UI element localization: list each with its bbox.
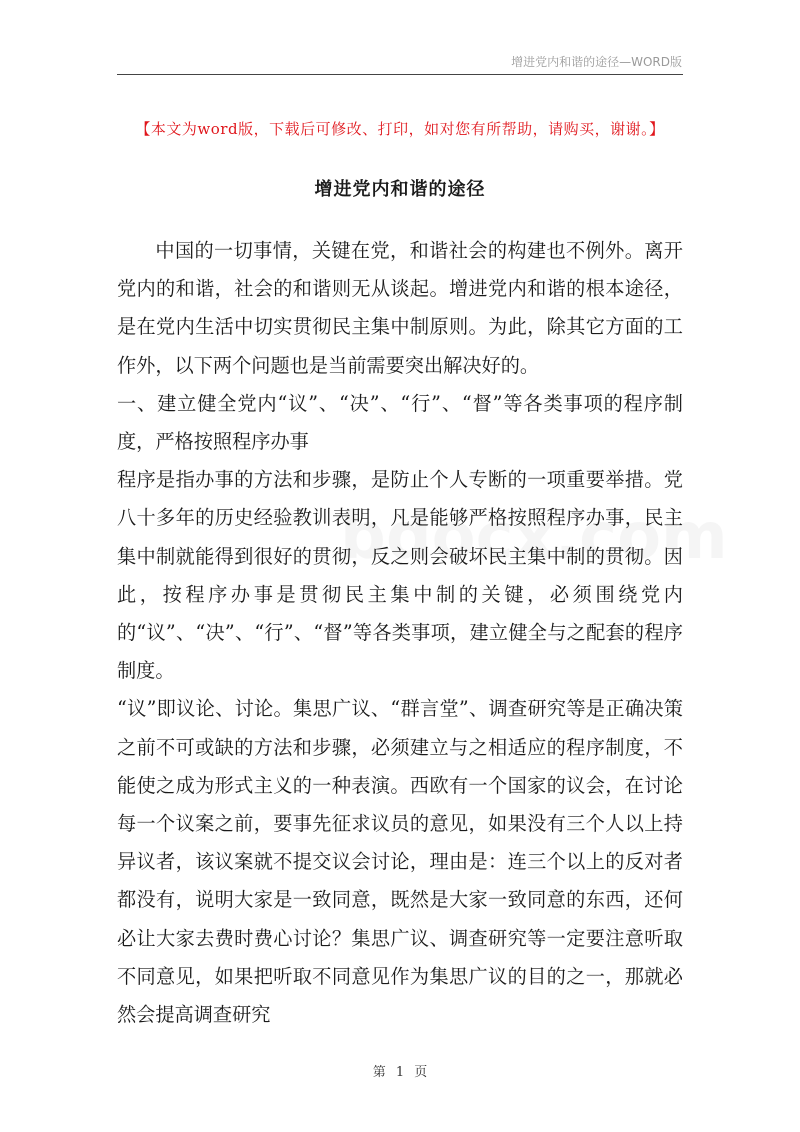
page-label-prefix: 第 — [372, 1065, 386, 1080]
paragraph-intro: 中国的一切事情，关键在党，和谐社会的构建也不例外。离开党内的和谐，社会的和谐则无从谈起。增进党内和谐的根本途径，是在党内生活中切实贯彻民主集中制原则。为此，除其它方面的工作外，以下两个问题也是当前需要突出解决好的。 — [117, 239, 683, 377]
page-label-suffix: 页 — [414, 1065, 428, 1080]
section-heading-1: 一、建立健全党内“议”、“决”、“行”、“督”等各类事项的程序制度，严格按照程序办事 — [117, 391, 683, 454]
running-header: 增进党内和谐的途径—WORD版 — [511, 55, 682, 69]
document-body — [117, 232, 683, 1034]
page-footer — [0, 1061, 800, 1080]
document-title: 增进党内和谐的途径 — [314, 179, 486, 200]
paragraph-discussion: “议”即议论、讨论。集思广议、“群言堂”、调查研究等是正确决策之前不可或缺的方法和步骤，必须建立与之相适应的程序制度，不能使之成为形式主义的一种表演。西欧有一个国家的议会，在讨论每一个议案之前，要事先征求议员的意见，如果没有三个人以上持异议者，该议案就不提交议会讨论，理由是：连三个以上的反对者都没有，说明大家是一致同意，既然是大家一致同意的东西，还何必让大家去费时费心讨论？集思广议、调查研究等一定要注意听取不同意见，如果把听取不同意见作为集思广议的目的之一，那就必然会提高调查研究 — [117, 697, 683, 1027]
paragraph-procedure: 程序是指办事的方法和步骤，是防止个人专断的一项重要举措。党八十多年的历史经验教训表明，凡是能够严格按照程序办事，民主集中制就能得到很好的贯彻，反之则会破坏民主集中制的贯彻。因此，按程序办事是贯彻民主集中制的关键，必须围绕党内的“议”、“决”、“行”、“督”等各类事项，建立健全与之配套的程序制度。 — [117, 468, 683, 683]
header-divider — [117, 74, 683, 75]
download-notice: 【本文为word版，下载后可修改、打印，如对您有所帮助，请购买，谢谢。】 — [135, 120, 665, 138]
page-number: 1 — [395, 1065, 405, 1080]
